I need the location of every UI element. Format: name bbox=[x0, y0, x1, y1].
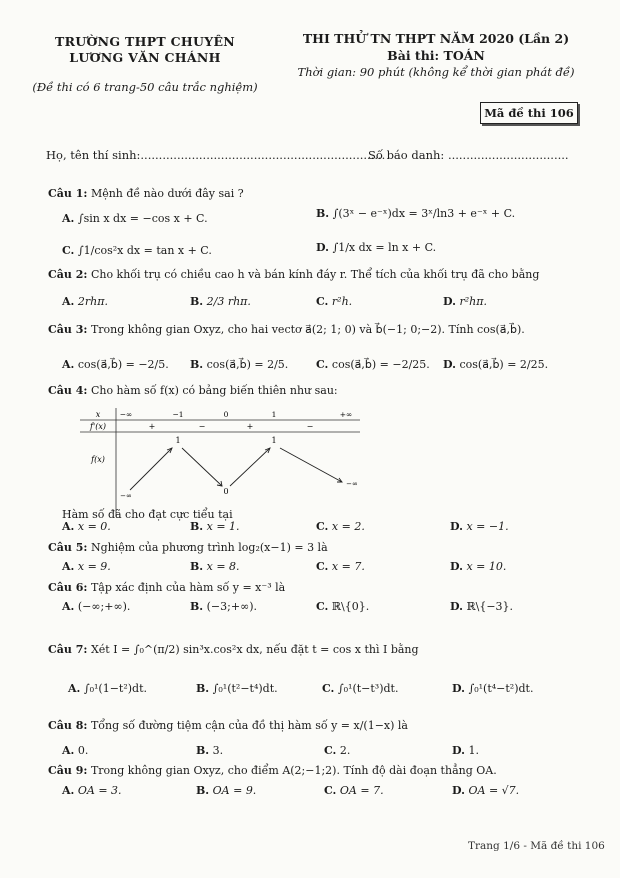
exam-header bbox=[276, 30, 596, 81]
vt-x-value: −∞ bbox=[119, 410, 133, 419]
q4-option-b[interactable]: B. x = 1. bbox=[190, 520, 240, 533]
q9-option-c[interactable]: C. OA = 7. bbox=[324, 784, 384, 797]
candidate-id-dots: ................................. bbox=[447, 148, 569, 162]
exam-note: (Đề thi có 6 trang-50 câu trắc nghiệm) bbox=[32, 80, 258, 94]
vt-sign: + bbox=[246, 422, 254, 431]
candidate-name-label: Họ, tên thí sinh: bbox=[46, 148, 141, 162]
vt-fp-label: f'(x) bbox=[90, 422, 106, 431]
q1-option-b[interactable]: B. ∫(3ˣ − e⁻ˣ)dx = 3ˣ/ln3 + e⁻ˣ + C. bbox=[316, 207, 516, 220]
q7-option-c[interactable]: C. ∫₀¹(t−t³)dt. bbox=[322, 682, 399, 695]
q2-option-c[interactable]: C. r²h. bbox=[316, 295, 353, 308]
q7-option-a[interactable]: A. ∫₀¹(1−t²)dt. bbox=[68, 682, 148, 695]
question-6: Câu 6: Tập xác định của hàm số y = x⁻³ là bbox=[48, 581, 286, 594]
exam-time: Thời gian: 90 phút (không kể thời gian phát đề) bbox=[297, 65, 575, 79]
q6-option-d[interactable]: D. ℝ\{−3}. bbox=[450, 600, 514, 613]
candidate-id-label: Số báo danh: bbox=[368, 148, 445, 162]
vt-f-value: 1 bbox=[271, 436, 277, 445]
q8-option-b[interactable]: B. 3. bbox=[196, 744, 224, 757]
q9-option-a[interactable]: A. OA = 3. bbox=[62, 784, 122, 797]
question-8: Câu 8: Tổng số đường tiệm cận của đồ thị hàm số y = x/(1−x) là bbox=[48, 719, 408, 732]
candidate-name-dots: ................................................................... bbox=[140, 148, 386, 162]
q9-option-d[interactable]: D. OA = √7. bbox=[452, 784, 520, 797]
vt-f-label: f(x) bbox=[91, 455, 105, 464]
vt-sign: + bbox=[148, 422, 156, 431]
question-7: Câu 7: Xét I = ∫₀^(π/2) sin³x.cos²x dx, nếu đặt t = cos x thì I bằng bbox=[48, 643, 419, 656]
q1-option-c[interactable]: C. ∫1/cos²x dx = tan x + C. bbox=[62, 244, 212, 257]
question-4: Câu 4: Cho hàm số f(x) có bảng biến thiên như sau: bbox=[48, 384, 338, 397]
exam-title: THI THỬ TN THPT NĂM 2020 (Lần 2) bbox=[302, 31, 570, 46]
question-text: Mệnh đề nào dưới đây sai ? bbox=[90, 187, 244, 200]
q5-option-a[interactable]: A. x = 9. bbox=[62, 560, 111, 573]
school-name-line1: TRƯỜNG THPT CHUYÊN bbox=[54, 34, 236, 49]
q1-option-a[interactable]: A. ∫sin x dx = −cos x + C. bbox=[62, 212, 208, 225]
question-2: Câu 2: Cho khối trụ có chiều cao h và bán kính đáy r. Thể tích của khối trụ đã cho bằng bbox=[48, 268, 540, 281]
candidate-id-line bbox=[368, 148, 569, 162]
q1-option-d[interactable]: D. ∫1/x dx = ln x + C. bbox=[316, 241, 437, 254]
q6-option-b[interactable]: B. (−3;+∞). bbox=[190, 600, 258, 613]
vt-x-value: +∞ bbox=[339, 410, 353, 419]
q5-option-c[interactable]: C. x = 7. bbox=[316, 560, 365, 573]
question-1 bbox=[48, 187, 244, 201]
school-header bbox=[30, 34, 260, 94]
exam-code-box: Mã đề thi 106 bbox=[480, 102, 578, 124]
q4-option-d[interactable]: D. x = −1. bbox=[450, 520, 509, 533]
question-4-after: Hàm số đã cho đạt cực tiểu tại bbox=[62, 508, 233, 521]
q2-option-d[interactable]: D. r²hπ. bbox=[443, 295, 487, 308]
question-label: Câu 1: bbox=[48, 187, 88, 200]
vt-x-value: 0 bbox=[223, 410, 229, 419]
q2-option-a[interactable]: A. 2rhπ. bbox=[62, 295, 108, 308]
variation-table bbox=[80, 408, 360, 516]
vt-x-label: x bbox=[95, 410, 101, 419]
vt-f-value: 0 bbox=[223, 487, 229, 496]
q8-option-a[interactable]: A. 0. bbox=[62, 744, 89, 757]
q7-option-d[interactable]: D. ∫₀¹(t⁴−t²)dt. bbox=[452, 682, 534, 695]
q4-option-a[interactable]: A. x = 0. bbox=[62, 520, 111, 533]
q3-option-a[interactable]: A. cos(a⃗,b⃗) = −2/5. bbox=[62, 358, 169, 371]
q8-option-c[interactable]: C. 2. bbox=[324, 744, 351, 757]
question-9: Câu 9: Trong không gian Oxyz, cho điểm A(2;−1;2). Tính độ dài đoạn thẳng OA. bbox=[48, 764, 497, 777]
q4-option-c[interactable]: C. x = 2. bbox=[316, 520, 365, 533]
q7-option-b[interactable]: B. ∫₀¹(t²−t⁴)dt. bbox=[196, 682, 278, 695]
vt-sign: − bbox=[306, 422, 314, 431]
school-name-line2: LƯƠNG VĂN CHÁNH bbox=[69, 50, 221, 65]
q5-option-b[interactable]: B. x = 8. bbox=[190, 560, 240, 573]
q8-option-d[interactable]: D. 1. bbox=[452, 744, 479, 757]
vt-f-value: 1 bbox=[175, 436, 181, 445]
vt-x-value: −1 bbox=[172, 410, 184, 419]
exam-subject: Bài thi: TOÁN bbox=[387, 48, 485, 63]
q3-option-c[interactable]: C. cos(a⃗,b⃗) = −2/25. bbox=[316, 358, 430, 371]
q3-option-d[interactable]: D. cos(a⃗,b⃗) = 2/25. bbox=[443, 358, 549, 371]
candidate-name-line bbox=[46, 148, 385, 162]
q3-option-b[interactable]: B. cos(a⃗,b⃗) = 2/5. bbox=[190, 358, 289, 371]
vt-x-value: 1 bbox=[271, 410, 277, 419]
q5-option-d[interactable]: D. x = 10. bbox=[450, 560, 507, 573]
q6-option-c[interactable]: C. ℝ\{0}. bbox=[316, 600, 370, 613]
vt-arrows bbox=[130, 448, 342, 490]
page-footer: Trang 1/6 - Mã đề thi 106 bbox=[468, 840, 605, 852]
q6-option-a[interactable]: A. (−∞;+∞). bbox=[62, 600, 131, 613]
vt-sign: − bbox=[198, 422, 206, 431]
question-5: Câu 5: Nghiệm của phương trình log₂(x−1) = 3 là bbox=[48, 541, 328, 554]
vt-f-value: −∞ bbox=[120, 492, 132, 500]
question-3: Câu 3: Trong không gian Oxyz, cho hai vectơ a⃗(2; 1; 0) và b⃗(−1; 0;−2). Tính cos(a⃗,b⃗). bbox=[48, 323, 525, 336]
q2-option-b[interactable]: B. 2/3 rhπ. bbox=[190, 295, 251, 308]
vt-f-value: −∞ bbox=[346, 480, 358, 488]
q9-option-b[interactable]: B. OA = 9. bbox=[196, 784, 257, 797]
